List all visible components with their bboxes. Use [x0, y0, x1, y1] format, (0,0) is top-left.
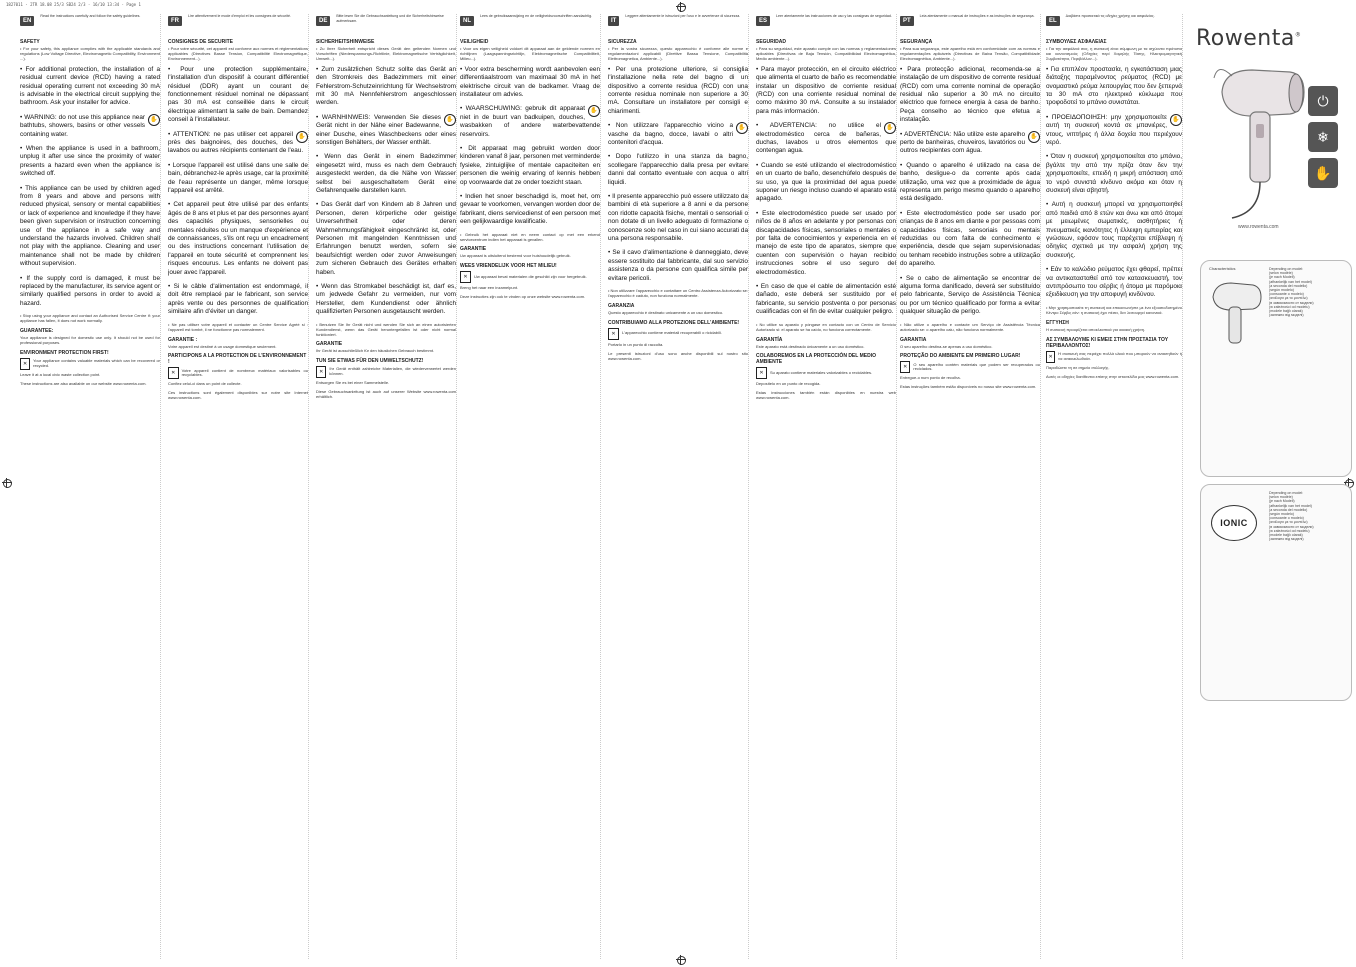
- compliance-note: • For your safety, this appliance complies with the applicable standards and regulations (Low Voltage Directive, Electromagnetic Compatibility, Environment ...).: [20, 46, 160, 61]
- stop-using-note: • Não utilize o aparelho e contacte um Serviço de Assistência Técnica autorizado se: o aparelho caiu, não funciona normalmente.: [900, 321, 1040, 332]
- warning-hand-icon: ✋: [1170, 114, 1182, 126]
- intro-note: Read the instructions carefully and follow the safety guidelines.: [40, 14, 141, 18]
- stop-using-note: • Gebruik het apparaat niet en neem contact op met een erkend servicecentrum indien het apparaat is gevallen.: [460, 231, 600, 242]
- registration-mark-icon: [2, 478, 12, 488]
- crossed-bin-icon: ✕: [168, 367, 179, 379]
- crossed-bin-icon: ✕: [460, 271, 471, 283]
- hair-dryer-diagram: [1209, 279, 1263, 349]
- guarantee-title: GARANTIE :: [168, 336, 198, 343]
- safety-title: SEGURIDAD: [756, 39, 787, 45]
- warning-block: [316, 114, 456, 148]
- print-header-strip: 1827011 - 2TR 18.08 25/3 SB24 2/3 · 16/10 13:34 · Page 1: [6, 2, 141, 7]
- collection-point-text: Entsorgen Sie es bei einer Sammelstelle.: [316, 380, 390, 386]
- crossed-bin-icon: ✕: [900, 361, 910, 373]
- website-footer: These instructions are also available on our website www.rowenta.com.: [20, 380, 147, 386]
- crossed-bin-icon: ✕: [756, 367, 767, 379]
- bathroom-unplug-advice: • Dit apparaat mag gebruikt worden door kinderen vanaf 8 jaar, personen met verminderde fysieke, zintuiglijke of mentale capaciteiten en personen die weinig ervaring of kennis hebben op voorwaarde dat ze onder toezicht staan.: [460, 144, 600, 186]
- guarantee-title: GUARANTEE:: [20, 328, 54, 335]
- guarantee-text: Este aparato está destinado únicamente a un uso doméstico.: [756, 343, 865, 349]
- column-header: [168, 14, 308, 36]
- crossed-bin-icon: ✕: [608, 328, 619, 340]
- language-badge: IT: [608, 16, 619, 26]
- environment-title: TUN SIE ETWAS FÜR DEN UMWELTSCHUTZ!: [316, 358, 424, 365]
- rcd-advice: • Pour une protection supplémentaire, l'installation d'un dispositif à courant différentiel résiduel (DDR) ayant un courant de fonctionnement résiduel nominal ne dépassant pas 30 mA est conseillée dans le circuit électrique alimentant la salle de bain. Demandez conseil à l'installateur.: [168, 65, 308, 124]
- safety-title: VEILIGHEID: [460, 39, 489, 45]
- children-safety-text: • Il presente apparecchio può essere utilizzato da bambini di età superiore a 8 anni e da persone con ridotte capacità fisiche, mentali o sensoriali o non dotate di un livello adeguato di formazione o conoscenze solo nel caso in cui siano accurati da una persona responsabile.: [608, 193, 748, 243]
- guarantee-text: Questo apparecchio è destinato unicamente a un uso domestico.: [608, 309, 724, 315]
- collection-point-text: Παραδώστε τη σε σημείο συλλογής.: [1046, 364, 1110, 370]
- bathroom-unplug-advice: • Cuando se esté utilizando el electrodoméstico en un cuarto de baño, desenchúfelo después de su uso, ya que la proximidad del agua puede suponer un riesgo incluso cuando el aparato está apagado.: [756, 161, 896, 203]
- cord-replacement-text: • Se il cavo d'alimentazione è danneggiato, deve essere sostituito dal fabbricante, dal suo servizio assistenza o da persone con qualifica simile per evitare pericoli.: [608, 249, 748, 282]
- environment-title: ΑΣ ΣΥΜΒΑΛΟΥΜΕ ΚΙ ΕΜΕΙΣ ΣΤΗΝ ΠΡΟΣΤΑΣΙΑ ΤΟΥ ΠΕΡΙΒΑΛΛΟΝΤΟΣ!: [1046, 336, 1169, 349]
- column-header: [1046, 14, 1182, 36]
- environment-title: WEES VRIENDELIJK VOOR HET MILIEU!: [460, 263, 557, 270]
- website-footer: Le presenti istruzioni d'uso sono anche disponibili sul nostro sito www.rowenta.com.: [608, 350, 748, 361]
- warning-hand-icon: ✋: [148, 114, 160, 126]
- environment-row: [1046, 351, 1182, 363]
- model-variant-list: Depending on model: (selon modèle) (je nach Modell) (afhankelijk van het model) (a seconda del modello) (según modelo) (consoante o modelo) (ανάλογα με το μοντέλο) (в зависимости от модели) (w zależności od modelu) (modele bağlı olarak) (залежно від моделі): [1269, 267, 1314, 318]
- environment-text: Your appliance contains valuable materials which can be recovered or recycled.: [33, 358, 160, 368]
- guarantee-text: Η συσκευή προορίζεται αποκλειστικά για οικιακή χρήση.: [1046, 326, 1146, 332]
- bathtub-warning: • ADVERTENCIA: no utilice el electrodoméstico cerca de bañeras, duchas, lavabos u otros elementos que contengan agua.: [756, 122, 896, 155]
- intro-note: Leer atentamente las instrucciones de uso y las consignas de seguridad.: [776, 14, 892, 18]
- cord-replacement-text: • Si le câble d'alimentation est endommagé, il doit être remplacé par le fabricant, son service après vente ou des personnes de qualification similaire afin d'éviter un danger.: [168, 283, 308, 316]
- bathroom-unplug-advice: • Όταν η συσκευή χρησιμοποιείται στο μπάνιο, βγάλτε την από την πρίζα όταν δεν την χρησιμοποιείτε, επειδή η μικρή απόσταση από το νερό συνιστά κίνδυνο ακόμα και όταν η συσκευή είναι σβηστή.: [1046, 153, 1182, 194]
- collection-point-text: Leave it at a local civic waste collection point.: [20, 371, 101, 377]
- characteristics-panel-1: [1200, 260, 1352, 477]
- environment-title: PARTICIPONS A LA PROTECTION DE L'ENVIRONNEMENT !: [168, 353, 307, 366]
- guarantee-title: GARANTIA: [900, 336, 927, 343]
- environment-row: [608, 328, 748, 340]
- intro-note: Bitte lesen Sie die Gebrauchsanleitung und die Sicherheitshinweise aufmerksam.: [336, 14, 444, 23]
- guarantee-title: GARANZIA: [608, 302, 635, 309]
- bathtub-warning: • WAARSCHUWING: gebruik dit apparaat niet in de buurt van badkuipen, douches, wasbakken of andere waterbevattende reservoirs.: [460, 105, 600, 138]
- bathroom-unplug-advice: • Wenn das Gerät in einem Badezimmer eingesetzt wird, muss es nach dem Gebrauch ausgesteckt werden, da die Nähe von Wasser selbst bei ausgeschaltetem Gerät eine Gefahrenquelle darstellen kann.: [316, 153, 456, 194]
- language-badge: EN: [20, 16, 34, 26]
- warning-hand-icon: ✋: [588, 105, 600, 117]
- warning-block: [608, 122, 748, 147]
- guarantee-title: GARANTIE: [460, 246, 487, 253]
- language-column-es: [756, 14, 897, 959]
- language-column-it: [608, 14, 749, 959]
- intro-note: Lire attentivement le mode d'emploi et les consignes de sécurité.: [188, 14, 291, 18]
- language-column-pt: [900, 14, 1041, 959]
- safety-title: CONSIGNES DE SECURITE: [168, 39, 234, 45]
- guarantee-title: ΕΓΓΥΗΣΗ: [1046, 319, 1069, 326]
- intro-note: Διαβάστε προσεκτικά τις οδηγίες χρήσης και ασφαλείας.: [1065, 14, 1155, 18]
- language-column-fr: [168, 14, 309, 959]
- environment-text: Su aparato contiene materiales valorizables o reciclables.: [770, 369, 873, 375]
- children-safety-text: • Cet appareil peut être utilisé par des enfants âgés de 8 ans et plus et par des personnes ayant des capacités physiques, sensorielles ou mentales réduites ou un manque d'expérience et de connaissances, s'ils ont reçu un encadrement ou des instructions concernant l'utilisation de l'appareil en toute sécurité et comprennent les risques encourus. Les enfants ne doivent pas jouer avec l'appareil.: [168, 201, 308, 276]
- stop-using-note: • Non utilizzare l'apparecchio e contattare un Centro Assistenza Autorizzato se: l'apparecchio è caduto, non funziona normalmente.: [608, 288, 748, 298]
- characteristics-label: Characteristics: [1209, 266, 1236, 271]
- cord-replacement-text: • If the supply cord is damaged, it must be replaced by the manufacturer, its service agent or similarly qualified persons in order to avoid a hazard.: [20, 274, 160, 307]
- compliance-note: • Para su seguridad, este aparato cumple con las normas y reglamentaciones aplicables (Directivas de Baja Tensión, Compatibilidad Electromagnética, Medio ambiente...).: [756, 46, 896, 61]
- environment-text: O seu aparelho contém materiais que podem ser recuperados ou reciclados.: [913, 361, 1040, 372]
- model-variant-list: Depending on model: (selon modèle) (je nach Modell) (afhankelijk van het model) (a seconda del modello) (según modelo) (consoante o modelo) (ανάλογα με το μοντέλο) (в зависимости от модели) (w zależności od modelu) (modele bağlı olarak) (залежно від моделі): [1269, 491, 1314, 542]
- safety-title: ΣΥΜΒΟΥΛΕΣ ΑΣΦΑΛΕΙΑΣ: [1046, 39, 1107, 45]
- guarantee-text: Votre appareil est destiné à un usage domestique seulement.: [168, 343, 277, 349]
- brand-logo: Rowenta®: [1196, 26, 1302, 51]
- compliance-note: • Voor uw eigen veiligheid voldoet dit apparaat aan de geldende normen en richtlijnen (Laagspanningsrichtlijn, Elektromagnetische Compatibiliteit, Milieu...).: [460, 46, 600, 61]
- column-header: [460, 14, 600, 36]
- warning-block: [1046, 114, 1182, 148]
- rcd-advice: • Para mayor protección, en el circuito eléctrico que alimenta el cuarto de baño es recomendable instalar un dispositivo de corriente residual (RCD) con una corriente residual nominal de como máximo 30 mA. Consulte a su instalador para más información.: [756, 65, 896, 115]
- children-safety-text: • This appliance can be used by children aged from 8 years and above and persons with reduced physical, sensory or mental capabilities or lack of experience and knowledge if they have been given supervision or instruction concerning use of the appliance in a safe way and understand the hazards involved. Children shall not play with the appliance. Cleaning and user maintenance shall not be made by children without supervision.: [20, 184, 160, 268]
- language-badge: FR: [168, 16, 182, 26]
- language-badge: NL: [460, 16, 474, 26]
- bathroom-unplug-advice: • When the appliance is used in a bathroom, unplug it after use since the proximity of water presents a hazard even when the appliance is switched off.: [20, 144, 160, 178]
- intro-note: Lees de gebruiksaanwijzing en de veiligheidsvoorschriften aandachtig.: [480, 14, 593, 18]
- environment-text: Ihr Gerät enthält zahlreiche Materialien, die wiederverwertet werden können.: [329, 366, 456, 377]
- environment-row: [460, 271, 600, 283]
- warning-block: [460, 105, 600, 139]
- environment-title: ENVIRONMENT PROTECTION FIRST!: [20, 349, 109, 356]
- warning-block: [900, 131, 1040, 156]
- website-footer: Ces instructions sont également disponibles sur notre site Internet www.rowenta.com.: [168, 390, 308, 401]
- language-column-el: [1046, 14, 1183, 959]
- intro-note: Leggere attentamente le istruzioni per l'uso e le avvertenze di sicurezza.: [625, 14, 741, 18]
- environment-row: [168, 367, 308, 379]
- website-label: www.rowenta.com: [1238, 224, 1279, 230]
- ionic-badge-icon: IONIC: [1211, 505, 1257, 541]
- crossed-bin-icon: ✕: [316, 366, 326, 378]
- warning-hand-icon: ✋: [1028, 131, 1040, 143]
- bathtub-warning: • ATTENTION: ne pas utiliser cet appareil près des baignoires, des douches, des lavabos ou autres récipients contenant de l'eau.: [168, 130, 304, 155]
- rcd-advice: • Voor extra bescherming wordt aanbevolen een differentiaalstroom van maximaal 30 mA in het elektrische circuit van de badkamer. Vraag de installateur om advies.: [460, 65, 600, 98]
- column-header: [316, 14, 456, 36]
- rcd-advice: • For additional protection, the installation of a residual current device (RCD) having a rated residual operating current not exceeding 30 mA is advisable in the electrical circuit supplying the bathroom. Ask your installer for advice.: [20, 65, 160, 107]
- website-footer: Estas instruções também estão disponíveis no nosso site www.rowenta.com.: [900, 384, 1037, 390]
- language-badge: ES: [756, 16, 770, 26]
- compliance-note: • Pour votre sécurité, cet appareil est conforme aux normes et réglementations applicables (Directives Basse Tension, Compatibilité Electromagnétique, Environnement...).: [168, 46, 308, 61]
- safety-title: SAFETY: [20, 39, 40, 45]
- bathtub-warning: • WARNING: do not use this appliance near bathtubs, showers, basins or other vessels containing water.: [20, 113, 145, 138]
- website-footer: Diese Gebrauchsanleitung ist auch auf unserer Website www.rowenta.com erhältlich.: [316, 389, 456, 400]
- children-safety-text: • Αυτή η συσκευή μπορεί να χρησιμοποιηθεί από παιδιά από 8 ετών και άνω και από άτομα με μειωμένες σωματικές, αισθητήριες ή πνευματικές ικανότητες ή έλλειψη εμπειρίας και γνώσεων, εφόσον τους παρέχεται επίβλεψη ή οδηγίες σχετικά με την ασφαλή χρήση της συσκευής.: [1046, 201, 1182, 259]
- snowflake-icon: ❄: [1308, 122, 1338, 152]
- column-header: [20, 14, 160, 36]
- stop-using-note: • Benutzen Sie Ihr Gerät nicht und wenden Sie sich an einen autorisierten Kundendienst, wenn das Gerät heruntergefallen ist oder nicht normal funktioniert.: [316, 321, 456, 337]
- environment-title: COLABOREMOS EN LA PROTECCIÓN DEL MEDIO AMBIENTE: [756, 353, 877, 366]
- website-footer: Αυτές οι οδηγίες διατίθενται επίσης στην ιστοσελίδα μας www.rowenta.com.: [1046, 373, 1180, 379]
- environment-row: [316, 366, 456, 378]
- guarantee-title: GARANTIE: [316, 341, 343, 348]
- rcd-advice: • Per una protezione ulteriore, si consiglia l'installazione nella rete del bagno di un dispositivo a corrente residua (RCD) con una corrente residua nominale non superiore a 30 mA. Consultare un installatore per consigli e chiarimenti.: [608, 65, 748, 115]
- stop-using-note: • Stop using your appliance and contact an Authorised Service Centre if: your appliance has fallen, it does not work normally.: [20, 313, 160, 324]
- environment-title: PROTEÇÃO DO AMBIENTE EM PRIMEIRO LUGAR!: [900, 353, 1021, 360]
- warning-block: [168, 131, 308, 156]
- safety-title: SICUREZZA: [608, 39, 637, 45]
- cord-replacement-text: • En caso de que el cable de alimentación esté dañado, este deberá ser sustituido por el fabricante, su servicio postventa o por personas cualificadas con el fin de evitar cualquier peligro.: [756, 283, 896, 316]
- registration-mark-icon: [676, 2, 686, 12]
- language-column-nl: [460, 14, 601, 959]
- warning-hand-icon: ✋: [296, 131, 308, 143]
- stop-using-note: • Μην χρησιμοποιείτε τη συσκευή και επικοινωνήστε με ένα εξουσιοδοτημένο Κέντρο Σέρβις εάν: η συσκευή έχει πέσει, δεν λειτουργεί κανονικά.: [1046, 304, 1182, 315]
- crossed-bin-icon: ✕: [20, 358, 30, 370]
- bathtub-warning: • ΠΡΟΕΙΔΟΠΟΙΗΣΗ: μην χρησιμοποιείτε αυτή τη συσκευή κοντά σε μπανιέρες, ντους, νιπτήρες ή άλλα δοχεία που περιέχουν νερό.: [1046, 113, 1182, 146]
- language-column-en: [20, 14, 161, 959]
- stop-using-note: • Ne pas utiliser votre appareil et contacter un Centre Service Agréé si : l'appareil est tombé, il ne fonctionne pas normalement.: [168, 321, 308, 332]
- rcd-advice: • Zum zusätzlichen Schutz sollte das Gerät an den Stromkreis des Badezimmers mit einer Fehlerstrom-Schutzeinrichtung für Wechselstrom mit 30 mA Nennfehlerstrom angeschlossen werden.: [316, 65, 456, 107]
- hair-dryer-illustration: [1212, 62, 1308, 222]
- children-safety-text: • Este electrodoméstico puede ser usado por niños de 8 años en adelante y por personas con discapacidades físicas, sensoriales o mentales o por falta de conocimientos y experiencia en el manejo de este tipo de aparatos, siempre que cuenten con supervisión o hayan recibido instrucciones sobre el uso seguro del electrodoméstico.: [756, 209, 896, 276]
- collection-point-text: Breng het naar een inzamelpunt.: [460, 285, 519, 291]
- warning-hand-icon: ✋: [444, 114, 456, 126]
- column-header: [608, 14, 748, 36]
- intro-note: Leia atentamente o manual de instruções e as instruções de segurança.: [919, 14, 1035, 18]
- collection-point-text: Confiez celui-ci dans un point de collecte.: [168, 381, 242, 387]
- environment-row: [20, 358, 160, 370]
- environment-row: [756, 367, 896, 379]
- warning-hand-icon: ✋: [736, 122, 748, 134]
- children-safety-text: • Indien het snoer beschadigd is, moet het, om gevaar te voorkomen, vervangen worden door de fabrikant, diens servicedienst of een persoon met een gelijkwaardige kwalificatie.: [460, 193, 600, 226]
- rcd-advice: • Para protecção adicional, recomenda-se a instalação de um dispositivo de corrente residual (RCD) com uma corrente nominal de operação residual não superior a 30 mA no circuito eléctrico que fornece energia à casa de banho. Peça conselho ao técnico que efetua a instalação.: [900, 65, 1040, 124]
- children-safety-text: • Este electrodoméstico pode ser usado por crianças de 8 anos em diante e por pessoas com capacidades físicas, sensoriais ou mentais reduzidas ou com falta de conhecimento e experiência, desde que sejam supervisionadas ou tenham recebido instruções sobre a utilização do aparelho.: [900, 209, 1040, 268]
- column-header: [756, 14, 896, 36]
- guarantee-text: Your appliance is designed for domestic use only. It should not be used for professional purposes.: [20, 335, 160, 345]
- environment-text: Η συσκευή σας περιέχει πολλά υλικά που μπορούν να ανακτηθούν ή να ανακυκλωθούν.: [1058, 350, 1182, 361]
- collection-point-text: Entregue-o num ponto de recolha.: [900, 375, 961, 381]
- language-badge: PT: [900, 16, 914, 26]
- website-footer: Deze instructies zijn ook te vinden op onze website www.rowenta.com.: [460, 294, 586, 300]
- bathroom-unplug-advice: • Lorsque l'appareil est utilisé dans une salle de bain, débranchez-le après usage, car la proximité de l'eau représente un danger, même lorsque l'appareil est arrêté.: [168, 161, 308, 194]
- bathtub-warning: • ADVERTÊNCIA: Não utilize este aparelho perto de banheiras, chuveiros, lavatórios ou outros recipientes com água.: [900, 130, 1025, 155]
- bathtub-warning: • Non utilizzare l'apparecchio vicino a vasche da bagno, docce, lavabi o altri contenitori d'acqua.: [608, 122, 733, 146]
- brand-logo-text: Rowenta: [1196, 26, 1295, 51]
- environment-text: Votre appareil contient de nombreux matériaux valorisables ou recyclables.: [181, 367, 308, 378]
- language-badge: DE: [316, 16, 330, 26]
- compliance-note: • Para sua segurança, este aparelho está em conformidade com as normas e regulamentações aplicáveis (Directivas de Baixa Tensão, Compatibilidade Electromagnética, Ambiente...).: [900, 46, 1040, 61]
- environment-text: L'apparecchio contiene materiali recuperabili o riciclabili.: [622, 330, 722, 336]
- cord-replacement-text: • Εάν το καλώδιο ρεύματος έχει φθαρεί, πρέπει να αντικατασταθεί από τον κατασκευαστή, τον αντιπρόσωπο του σέρβις ή άτομα με παρόμοια εξειδίκευση για την αποφυγή κινδύνου.: [1046, 266, 1182, 299]
- guarantee-title: GARANTÍA: [756, 336, 783, 343]
- safety-title: SICHERHEITSHINWEISE: [316, 39, 375, 45]
- stop-using-note: • No utilice su aparato y póngase en contacto con un Centro de Servicio Autorizado si: el aparato se ha caído, no funciona correctamente.: [756, 321, 896, 332]
- website-footer: Estas instrucciones también están disponibles en nuestra web www.rowenta.com.: [756, 390, 896, 401]
- feature-icons: [1308, 86, 1338, 188]
- plug-icon: ⏻: [1308, 86, 1338, 116]
- warning-block: [20, 114, 160, 139]
- compliance-note: • Per la vostra sicurezza, questo apparecchio è conforme alle norme e regolamentazioni applicabili (Direttive Bassa Tensione, Compatibilità Elettromagnetica, Ambiente...).: [608, 46, 748, 61]
- language-badge: EL: [1046, 16, 1060, 26]
- warning-hand-icon: ✋: [884, 122, 896, 134]
- guarantee-text: Uw apparaat is uitsluitend bestemd voor huishoudelijk gebruik.: [460, 253, 571, 259]
- environment-title: CONTRIBUIAMO ALLA PROTEZIONE DELL'AMBIENTE!: [608, 319, 740, 326]
- compliance-note: • Για την ασφάλειά σας, η συσκευή είναι σύμφωνη με τα ισχύοντα πρότυπα και κανονισμούς (Οδηγίες περί Χαμηλής Τάσης, Ηλεκτρομαγνητική Συμβατότητα, Περιβάλλον...).: [1046, 46, 1182, 61]
- column-header: [900, 14, 1040, 36]
- collection-point-text: Portarlo in un punto di raccolta.: [608, 341, 664, 347]
- hand-dryer-icon: ✋: [1308, 158, 1338, 188]
- environment-text: Uw apparaat bevat materialen die geschikt zijn voor hergebruik.: [474, 273, 587, 279]
- characteristics-panel-2: [1200, 484, 1352, 701]
- cord-replacement-text: • Se o cabo de alimentação se encontrar de alguma forma danificado, deverá ser substituído pelo fabricante, Serviço de Assistência Técnica ou por um técnico qualificado por forma a evitar qualquer situação de perigo.: [900, 274, 1040, 316]
- bathroom-unplug-advice: • Dopo l'utilizzo in una stanza da bagno, scollegare l'apparecchio dalla presa per evitare danni dal contatto eventuale con acqua o altri liquidi.: [608, 153, 748, 186]
- cover-panel: [1192, 14, 1350, 254]
- bathroom-unplug-advice: • Quando o aparelho é utilizado na casa de banho, desligue-o da corrente após cada utilização, uma vez que a proximidade de água representa um perigo mesmo quando o aparelho está desligado.: [900, 161, 1040, 203]
- guarantee-text: Ihr Gerät ist ausschließlich für den häuslichen Gebrauch bestimmt.: [316, 348, 435, 354]
- compliance-note: • Zu Ihrer Sicherheit entspricht dieses Gerät den geltenden Normen und Vorschriften (Niederspannungs-Richtlinie, Elektromagnetische Verträglichkeit, Umwelt...).: [316, 46, 456, 61]
- environment-row: [900, 361, 1040, 373]
- warning-block: [756, 122, 896, 156]
- guarantee-text: O seu aparelho destina-se apenas a uso doméstico.: [900, 343, 993, 349]
- safety-title: SEGURANÇA: [900, 39, 933, 45]
- language-column-de: [316, 14, 457, 959]
- bathtub-warning: • WARNHINWEIS: Verwenden Sie dieses Gerät nicht in der Nähe einer Badewanne, einer Dusche, eines Waschbeckens oder eines sonstigen Behälters, der Wasser enthält.: [316, 113, 456, 146]
- children-safety-text: • Das Gerät darf von Kindern ab 8 Jahren und Personen, deren körperliche oder geistige Unversehrtheit oder deren Wahrnehmungsfähigkeit eingeschränkt ist, oder Personen mit mangelnden Kenntnissen und Erfahrungen benutzt werden, sofern sie beaufsichtigt werden oder zuvor Anweisungen zum sicheren Gebrauch des Gerätes erhalten haben.: [316, 201, 456, 276]
- cord-replacement-text: • Wenn das Stromkabel beschädigt ist, darf es, um jedwede Gefahr zu vermeiden, nur vom Hersteller, dem Kundendienst oder ähnlich qualifizierten Personen ausgetauscht werden.: [316, 283, 456, 316]
- rcd-advice: • Για επιπλέον προστασία, η εγκατάσταση μιας διάταξης παραμένοντος ρεύματος (RCD) με ονομαστικό ρεύμα λειτουργίας που δεν ξεπερνά τα 30 mA στο ηλεκτρικό κύκλωμα που τροφοδοτεί το μπάνιο συνιστάται.: [1046, 65, 1182, 107]
- collection-point-text: Deposítelo en un punto de recogida.: [756, 381, 821, 387]
- crossed-bin-icon: ✕: [1046, 351, 1055, 363]
